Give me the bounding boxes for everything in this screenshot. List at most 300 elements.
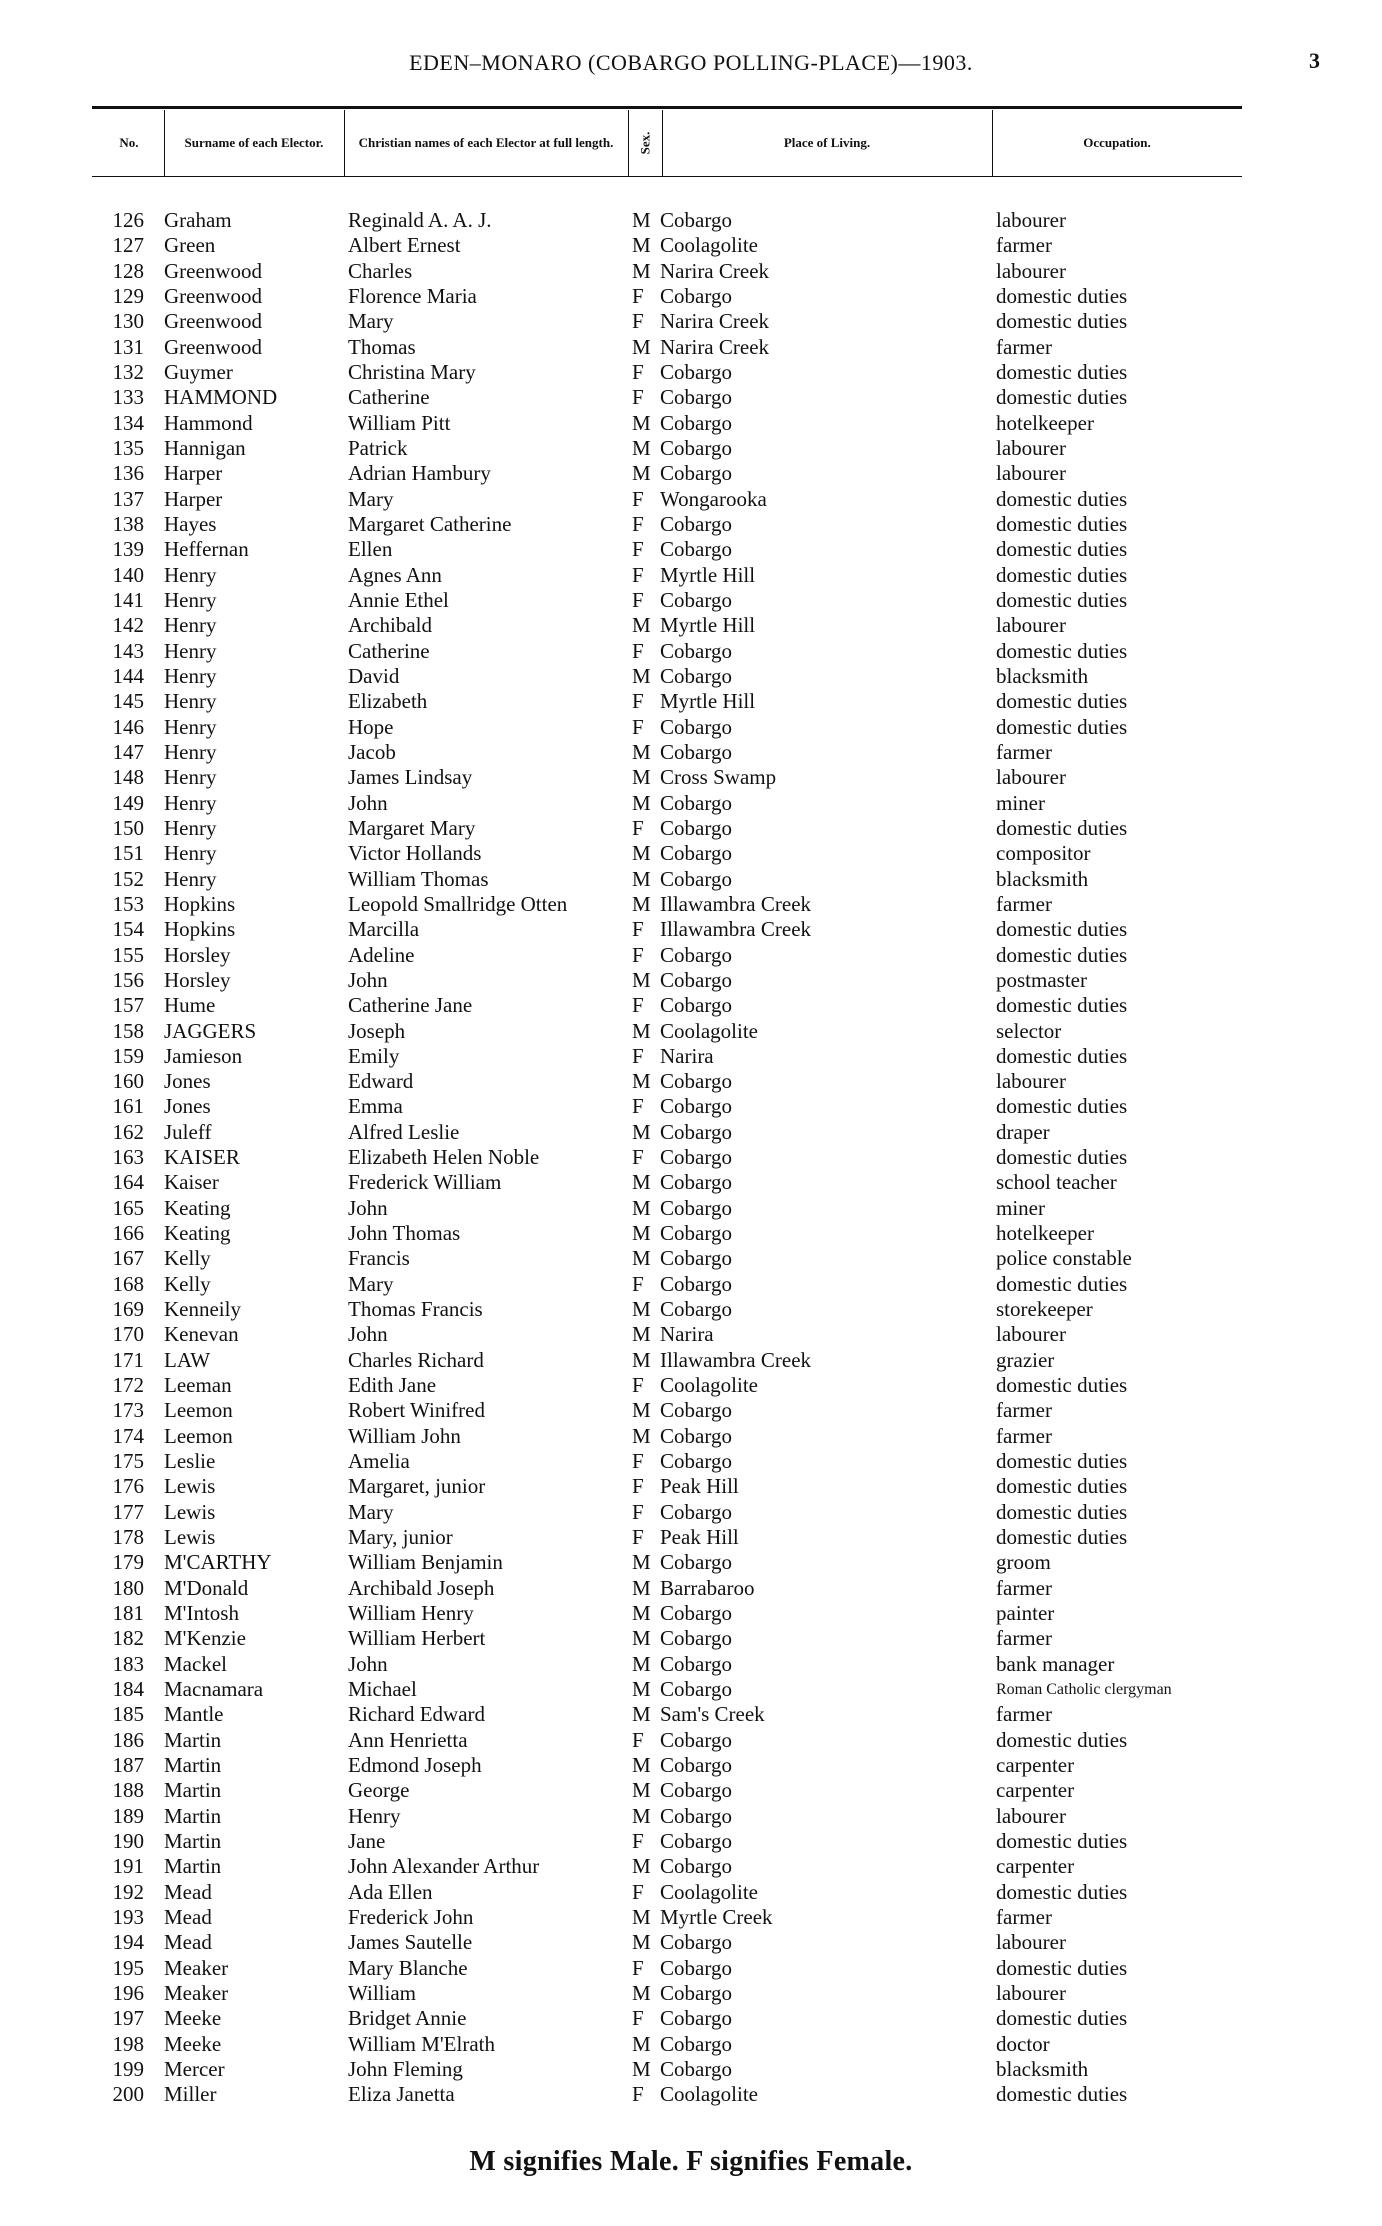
elector-row bbox=[0, 1246, 1382, 1271]
elector-surname: Keating bbox=[164, 1195, 231, 1220]
elector-surname: Mead bbox=[164, 1904, 212, 1929]
elector-number: 191 bbox=[112, 1854, 144, 1879]
elector-occupation: labourer bbox=[996, 1803, 1066, 1828]
elector-sex: F bbox=[632, 587, 644, 612]
elector-number: 140 bbox=[112, 562, 144, 587]
elector-surname: Miller bbox=[164, 2082, 217, 2107]
elector-surname: Graham bbox=[164, 208, 232, 232]
elector-surname: HAMMOND bbox=[164, 385, 278, 410]
elector-surname: Henry bbox=[164, 689, 217, 714]
elector-row bbox=[0, 1500, 1382, 1525]
elector-occupation: domestic duties bbox=[996, 689, 1128, 714]
elector-sex: M bbox=[632, 1778, 651, 1803]
elector-occupation: Roman Catholic clergyman bbox=[996, 1681, 1172, 1699]
elector-christian-names: William bbox=[348, 1980, 416, 2005]
elector-row bbox=[0, 284, 1382, 309]
elector-surname: Kelly bbox=[164, 1246, 211, 1271]
elector-row bbox=[0, 1145, 1382, 1170]
elector-surname: Greenwood bbox=[164, 283, 262, 308]
elector-number: 133 bbox=[112, 385, 144, 410]
elector-occupation: labourer bbox=[996, 435, 1066, 460]
elector-christian-names: John bbox=[348, 967, 388, 992]
elector-occupation: carpenter bbox=[996, 1753, 1075, 1778]
elector-place: Cobargo bbox=[660, 2031, 732, 2056]
elector-place: Myrtle Hill bbox=[660, 613, 756, 638]
elector-place: Peak Hill bbox=[660, 1525, 739, 1550]
elector-christian-names: John Fleming bbox=[348, 2056, 463, 2081]
elector-sex: M bbox=[632, 1904, 651, 1929]
elector-christian-names: George bbox=[348, 1778, 410, 1803]
elector-christian-names: Frederick William bbox=[348, 1170, 502, 1195]
elector-sex: F bbox=[632, 537, 644, 562]
elector-christian-names: John Thomas bbox=[348, 1221, 461, 1246]
electors-list bbox=[0, 208, 1382, 2108]
elector-sex: F bbox=[632, 511, 644, 536]
elector-sex: F bbox=[632, 309, 644, 334]
elector-christian-names: Edward bbox=[348, 1069, 414, 1094]
elector-row bbox=[0, 1474, 1382, 1499]
elector-occupation: farmer bbox=[996, 739, 1052, 764]
elector-surname: Kenevan bbox=[164, 1322, 239, 1347]
elector-sex: M bbox=[632, 1297, 651, 1322]
elector-christian-names: Leopold Smallridge Otten bbox=[348, 891, 568, 916]
col-header-occupation: Occupation. bbox=[1083, 135, 1151, 150]
elector-sex: M bbox=[632, 208, 651, 232]
elector-surname: Henry bbox=[164, 587, 217, 612]
elector-occupation: painter bbox=[996, 1601, 1055, 1626]
elector-row bbox=[0, 2032, 1382, 2057]
elector-place: Cobargo bbox=[660, 841, 732, 866]
elector-christian-names: Archibald Joseph bbox=[348, 1575, 495, 1600]
elector-occupation: domestic duties bbox=[996, 714, 1128, 739]
elector-surname: Meeke bbox=[164, 2031, 222, 2056]
elector-number: 170 bbox=[112, 1322, 144, 1347]
elector-place: Cobargo bbox=[660, 739, 732, 764]
elector-christian-names: Catherine bbox=[348, 385, 430, 410]
elector-place: Cobargo bbox=[660, 866, 732, 891]
elector-surname: Henry bbox=[164, 866, 217, 891]
elector-place: Cobargo bbox=[660, 1297, 732, 1322]
elector-sex: M bbox=[632, 258, 651, 283]
elector-occupation: domestic duties bbox=[996, 1094, 1128, 1119]
elector-sex: F bbox=[632, 1879, 644, 1904]
elector-surname: Jamieson bbox=[164, 1043, 243, 1068]
elector-place: Cobargo bbox=[660, 1170, 732, 1195]
elector-place: Barrabaroo bbox=[660, 1575, 755, 1600]
elector-christian-names: Henry bbox=[348, 1803, 401, 1828]
elector-number: 192 bbox=[112, 1879, 144, 1904]
elector-surname: Horsley bbox=[164, 942, 231, 967]
elector-surname: Greenwood bbox=[164, 309, 262, 334]
elector-sex: M bbox=[632, 765, 651, 790]
elector-number: 190 bbox=[112, 1829, 144, 1853]
elector-occupation: blacksmith bbox=[996, 866, 1089, 891]
elector-sex: M bbox=[632, 967, 651, 992]
elector-christian-names: Mary, junior bbox=[348, 1525, 453, 1550]
elector-christian-names: James Sautelle bbox=[348, 1930, 473, 1955]
elector-number: 189 bbox=[112, 1803, 144, 1828]
elector-place: Cobargo bbox=[660, 2006, 732, 2031]
elector-number: 199 bbox=[112, 2056, 144, 2081]
elector-place: Sam's Creek bbox=[660, 1702, 765, 1727]
elector-row bbox=[0, 1601, 1382, 1626]
elector-occupation: bank manager bbox=[996, 1651, 1115, 1676]
elector-row bbox=[0, 259, 1382, 284]
elector-christian-names: Patrick bbox=[348, 435, 408, 460]
header-bottom-rule bbox=[92, 176, 1242, 177]
elector-christian-names: Margaret Catherine bbox=[348, 511, 512, 536]
elector-christian-names: Richard Edward bbox=[348, 1702, 486, 1727]
elector-occupation: farmer bbox=[996, 1904, 1052, 1929]
elector-surname: Hopkins bbox=[164, 917, 236, 942]
elector-number: 136 bbox=[112, 461, 144, 486]
col-header-surname: Surname of each Elector. bbox=[184, 135, 324, 150]
elector-christian-names: Edmond Joseph bbox=[348, 1753, 482, 1778]
elector-row bbox=[0, 385, 1382, 410]
elector-surname: Martin bbox=[164, 1803, 222, 1828]
elector-place: Narira bbox=[660, 1322, 714, 1347]
elector-surname: Green bbox=[164, 233, 216, 258]
elector-christian-names: William John bbox=[348, 1423, 461, 1448]
elector-row bbox=[0, 715, 1382, 740]
elector-number: 184 bbox=[112, 1677, 144, 1702]
elector-number: 159 bbox=[112, 1043, 144, 1068]
elector-sex: M bbox=[632, 1119, 651, 1144]
elector-number: 181 bbox=[112, 1601, 144, 1626]
col-divider bbox=[992, 110, 993, 176]
elector-place: Wongarooka bbox=[660, 486, 767, 511]
elector-place: Cobargo bbox=[660, 1499, 732, 1524]
elector-row bbox=[0, 867, 1382, 892]
elector-surname: M'CARTHY bbox=[164, 1550, 272, 1575]
elector-row bbox=[0, 1652, 1382, 1677]
elector-occupation: labourer bbox=[996, 1930, 1066, 1955]
elector-occupation: domestic duties bbox=[996, 815, 1128, 840]
elector-place: Coolagolite bbox=[660, 1373, 758, 1398]
elector-sex: F bbox=[632, 1145, 644, 1170]
elector-row bbox=[0, 1854, 1382, 1879]
elector-sex: F bbox=[632, 1043, 644, 1068]
elector-sex: F bbox=[632, 359, 644, 384]
elector-number: 152 bbox=[112, 866, 144, 891]
elector-christian-names: John Alexander Arthur bbox=[348, 1854, 540, 1879]
elector-sex: F bbox=[632, 2082, 644, 2107]
elector-occupation: domestic duties bbox=[996, 587, 1128, 612]
elector-number: 144 bbox=[112, 663, 144, 688]
elector-number: 168 bbox=[112, 1271, 144, 1296]
elector-place: Cobargo bbox=[660, 1221, 732, 1246]
sex-legend: M signifies Male. F signifies Female. bbox=[469, 2146, 913, 2177]
elector-row bbox=[0, 1804, 1382, 1829]
elector-surname: Martin bbox=[164, 1778, 222, 1803]
elector-number: 183 bbox=[112, 1651, 144, 1676]
elector-surname: Leeman bbox=[164, 1373, 232, 1398]
elector-christian-names: John bbox=[348, 1322, 388, 1347]
elector-place: Cobargo bbox=[660, 1980, 732, 2005]
elector-row bbox=[0, 791, 1382, 816]
elector-place: Cobargo bbox=[660, 967, 732, 992]
elector-sex: M bbox=[632, 435, 651, 460]
elector-sex: M bbox=[632, 1601, 651, 1626]
elector-row bbox=[0, 841, 1382, 866]
elector-sex: F bbox=[632, 1955, 644, 1980]
elector-row bbox=[0, 411, 1382, 436]
elector-place: Narira Creek bbox=[660, 334, 770, 359]
elector-surname: JAGGERS bbox=[164, 1018, 257, 1043]
elector-place: Narira bbox=[660, 1043, 714, 1068]
elector-surname: Leslie bbox=[164, 1449, 216, 1474]
elector-number: 176 bbox=[112, 1474, 144, 1499]
elector-place: Illawambra Creek bbox=[660, 917, 812, 942]
elector-place: Cobargo bbox=[660, 1601, 732, 1626]
elector-number: 175 bbox=[112, 1449, 144, 1474]
elector-row bbox=[0, 1728, 1382, 1753]
elector-occupation: domestic duties bbox=[996, 1043, 1128, 1068]
elector-place: Cobargo bbox=[660, 283, 732, 308]
elector-christian-names: Christina Mary bbox=[348, 359, 476, 384]
elector-occupation: farmer bbox=[996, 233, 1052, 258]
elector-christian-names: Ellen bbox=[348, 537, 393, 562]
elector-number: 165 bbox=[112, 1195, 144, 1220]
elector-number: 129 bbox=[112, 283, 144, 308]
elector-occupation: domestic duties bbox=[996, 1525, 1128, 1550]
elector-christian-names: John bbox=[348, 790, 388, 815]
elector-occupation: farmer bbox=[996, 1423, 1052, 1448]
elector-surname: Guymer bbox=[164, 359, 233, 384]
elector-number: 146 bbox=[112, 714, 144, 739]
elector-christian-names: Mary bbox=[348, 486, 394, 511]
elector-surname: Martin bbox=[164, 1753, 222, 1778]
elector-number: 154 bbox=[112, 917, 144, 942]
elector-number: 134 bbox=[112, 410, 144, 435]
elector-surname: Martin bbox=[164, 1727, 222, 1752]
elector-place: Cobargo bbox=[660, 1195, 732, 1220]
elector-number: 173 bbox=[112, 1398, 144, 1423]
elector-surname: Martin bbox=[164, 1829, 222, 1853]
elector-christian-names: Albert Ernest bbox=[348, 233, 461, 258]
elector-occupation: labourer bbox=[996, 1322, 1066, 1347]
elector-christian-names: Reginald A. A. J. bbox=[348, 208, 492, 232]
elector-occupation: postmaster bbox=[996, 967, 1087, 992]
elector-row bbox=[0, 588, 1382, 613]
elector-row bbox=[0, 1398, 1382, 1423]
elector-occupation: labourer bbox=[996, 613, 1066, 638]
elector-number: 137 bbox=[112, 486, 144, 511]
elector-sex: M bbox=[632, 2056, 651, 2081]
elector-surname: Hume bbox=[164, 993, 216, 1018]
elector-row bbox=[0, 664, 1382, 689]
elector-sex: M bbox=[632, 1069, 651, 1094]
elector-surname: Henry bbox=[164, 714, 217, 739]
elector-christian-names: William Herbert bbox=[348, 1626, 486, 1651]
elector-sex: M bbox=[632, 790, 651, 815]
elector-surname: Juleff bbox=[164, 1119, 212, 1144]
elector-place: Cobargo bbox=[660, 511, 732, 536]
elector-sex: F bbox=[632, 1829, 644, 1853]
elector-christian-names: Marcilla bbox=[348, 917, 420, 942]
elector-occupation: farmer bbox=[996, 1626, 1052, 1651]
elector-christian-names: Ada Ellen bbox=[348, 1879, 433, 1904]
elector-number: 167 bbox=[112, 1246, 144, 1271]
col-divider bbox=[344, 110, 345, 176]
elector-sex: F bbox=[632, 1373, 644, 1398]
elector-number: 160 bbox=[112, 1069, 144, 1094]
elector-surname: Harper bbox=[164, 461, 223, 486]
elector-surname: Keating bbox=[164, 1221, 231, 1246]
col-divider bbox=[662, 110, 663, 176]
elector-number: 169 bbox=[112, 1297, 144, 1322]
elector-row bbox=[0, 360, 1382, 385]
elector-occupation: draper bbox=[996, 1119, 1050, 1144]
elector-christian-names: Robert Winifred bbox=[348, 1398, 485, 1423]
elector-row bbox=[0, 563, 1382, 588]
elector-row bbox=[0, 1170, 1382, 1195]
elector-row bbox=[0, 1550, 1382, 1575]
elector-place: Myrtle Hill bbox=[660, 689, 756, 714]
elector-place: Cobargo bbox=[660, 638, 732, 663]
elector-occupation: domestic duties bbox=[996, 1271, 1128, 1296]
elector-sex: M bbox=[632, 1575, 651, 1600]
elector-occupation: domestic duties bbox=[996, 283, 1128, 308]
elector-surname: Hammond bbox=[164, 410, 253, 435]
elector-christian-names: Hope bbox=[348, 714, 394, 739]
elector-surname: Leemon bbox=[164, 1423, 233, 1448]
elector-place: Cobargo bbox=[660, 1550, 732, 1575]
elector-row bbox=[0, 1221, 1382, 1246]
elector-surname: Jones bbox=[164, 1094, 211, 1119]
elector-surname: Greenwood bbox=[164, 334, 262, 359]
elector-row bbox=[0, 1348, 1382, 1373]
elector-number: 142 bbox=[112, 613, 144, 638]
elector-occupation: domestic duties bbox=[996, 562, 1128, 587]
elector-place: Coolagolite bbox=[660, 233, 758, 258]
elector-row bbox=[0, 1753, 1382, 1778]
elector-occupation: domestic duties bbox=[996, 917, 1128, 942]
elector-occupation: labourer bbox=[996, 1069, 1066, 1094]
elector-number: 188 bbox=[112, 1778, 144, 1803]
elector-surname: Lewis bbox=[164, 1499, 216, 1524]
elector-occupation: labourer bbox=[996, 208, 1066, 232]
elector-row bbox=[0, 613, 1382, 638]
elector-sex: F bbox=[632, 917, 644, 942]
elector-place: Cobargo bbox=[660, 435, 732, 460]
elector-place: Cobargo bbox=[660, 1930, 732, 1955]
elector-occupation: labourer bbox=[996, 258, 1066, 283]
page-title: EDEN–MONARO (COBARGO POLLING-PLACE)—1903. bbox=[409, 50, 973, 75]
elector-number: 135 bbox=[112, 435, 144, 460]
elector-number: 151 bbox=[112, 841, 144, 866]
elector-place: Cobargo bbox=[660, 1423, 732, 1448]
elector-occupation: miner bbox=[996, 1195, 1045, 1220]
elector-place: Cobargo bbox=[660, 385, 732, 410]
elector-christian-names: Jacob bbox=[348, 739, 396, 764]
elector-christian-names: Mary bbox=[348, 309, 394, 334]
elector-occupation: domestic duties bbox=[996, 1955, 1128, 1980]
elector-occupation: farmer bbox=[996, 334, 1052, 359]
col-divider bbox=[628, 110, 629, 176]
elector-row bbox=[0, 335, 1382, 360]
elector-number: 197 bbox=[112, 2006, 144, 2031]
elector-occupation: blacksmith bbox=[996, 2056, 1089, 2081]
elector-row bbox=[0, 461, 1382, 486]
elector-occupation: farmer bbox=[996, 1702, 1052, 1727]
elector-sex: F bbox=[632, 1499, 644, 1524]
elector-place: Cobargo bbox=[660, 993, 732, 1018]
elector-sex: F bbox=[632, 562, 644, 587]
elector-row bbox=[0, 1981, 1382, 2006]
elector-place: Cobargo bbox=[660, 1651, 732, 1676]
elector-surname: Henry bbox=[164, 663, 217, 688]
elector-number: 156 bbox=[112, 967, 144, 992]
col-header-christian: Christian names of each Elector at full length. bbox=[358, 135, 614, 150]
elector-sex: M bbox=[632, 663, 651, 688]
header-top-rule bbox=[92, 106, 1242, 109]
elector-place: Cobargo bbox=[660, 1398, 732, 1423]
elector-row bbox=[0, 233, 1382, 258]
elector-row bbox=[0, 1905, 1382, 1930]
elector-occupation: domestic duties bbox=[996, 2082, 1128, 2107]
elector-christian-names: Adeline bbox=[348, 942, 415, 967]
page-number: 3 bbox=[1309, 48, 1320, 73]
elector-occupation: hotelkeeper bbox=[996, 410, 1094, 435]
elector-surname: M'Intosh bbox=[164, 1601, 239, 1626]
elector-christian-names: James Lindsay bbox=[348, 765, 473, 790]
elector-sex: M bbox=[632, 233, 651, 258]
col-divider bbox=[164, 110, 165, 176]
elector-christian-names: Eliza Janetta bbox=[348, 2082, 455, 2107]
elector-christian-names: Emma bbox=[348, 1094, 403, 1119]
elector-row bbox=[0, 993, 1382, 1018]
elector-christian-names: Mary bbox=[348, 1271, 394, 1296]
elector-row bbox=[0, 1829, 1382, 1854]
elector-row bbox=[0, 765, 1382, 790]
elector-sex: M bbox=[632, 1246, 651, 1271]
elector-christian-names: Jane bbox=[348, 1829, 386, 1853]
elector-surname: Henry bbox=[164, 841, 217, 866]
elector-place: Cobargo bbox=[660, 790, 732, 815]
elector-number: 149 bbox=[112, 790, 144, 815]
elector-number: 155 bbox=[112, 942, 144, 967]
elector-occupation: hotelkeeper bbox=[996, 1221, 1094, 1246]
elector-occupation: farmer bbox=[996, 891, 1052, 916]
elector-number: 171 bbox=[112, 1347, 144, 1372]
elector-surname: KAISER bbox=[164, 1145, 240, 1170]
elector-sex: M bbox=[632, 1854, 651, 1879]
elector-occupation: domestic duties bbox=[996, 537, 1128, 562]
elector-number: 148 bbox=[112, 765, 144, 790]
elector-place: Cobargo bbox=[660, 815, 732, 840]
elector-christian-names: William Thomas bbox=[348, 866, 489, 891]
elector-sex: M bbox=[632, 1221, 651, 1246]
elector-place: Cobargo bbox=[660, 1829, 732, 1853]
elector-christian-names: Joseph bbox=[348, 1018, 406, 1043]
elector-place: Myrtle Hill bbox=[660, 562, 756, 587]
elector-row bbox=[0, 1576, 1382, 1601]
elector-place: Cobargo bbox=[660, 1803, 732, 1828]
elector-christian-names: Agnes Ann bbox=[348, 562, 442, 587]
elector-occupation: doctor bbox=[996, 2031, 1050, 2056]
elector-christian-names: Michael bbox=[348, 1677, 417, 1702]
elector-christian-names: Alfred Leslie bbox=[348, 1119, 460, 1144]
elector-surname: Heffernan bbox=[164, 537, 249, 562]
elector-place: Cobargo bbox=[660, 1449, 732, 1474]
elector-place: Myrtle Creek bbox=[660, 1904, 773, 1929]
elector-row bbox=[0, 537, 1382, 562]
elector-occupation: police constable bbox=[996, 1246, 1132, 1271]
elector-row bbox=[0, 1449, 1382, 1474]
elector-place: Cross Swamp bbox=[660, 765, 777, 790]
elector-place: Cobargo bbox=[660, 587, 732, 612]
